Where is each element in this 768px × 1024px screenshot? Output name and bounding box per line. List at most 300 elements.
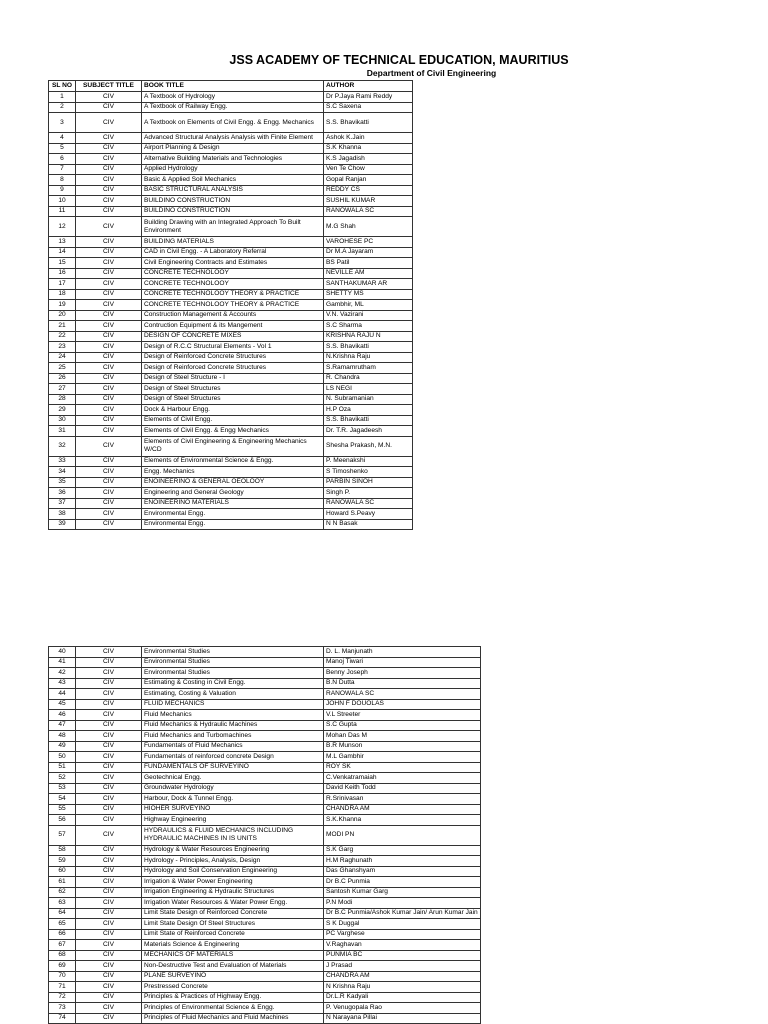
- author-cell: M.G Shah: [324, 217, 413, 237]
- subject-cell: CIV: [76, 405, 142, 416]
- table-row: [49, 143, 413, 154]
- book-title-cell: CAD in Civil Engg. - A Laboratory Referral: [142, 247, 324, 258]
- author-cell: S.K.Khanna: [324, 815, 481, 826]
- table-row: [49, 405, 413, 416]
- table-row: [49, 488, 413, 499]
- sl-no-cell: 49: [49, 741, 76, 752]
- table-row: [49, 196, 413, 207]
- book-title-cell: Civil Engineering Contracts and Estimates: [142, 258, 324, 269]
- author-cell: S.K Khanna: [324, 143, 413, 154]
- table-row: [49, 384, 413, 395]
- subject-cell: CIV: [76, 804, 142, 815]
- sl-no-cell: 48: [49, 731, 76, 742]
- book-title-cell: Basic & Applied Soil Mechanics: [142, 175, 324, 186]
- table-row: [49, 804, 481, 815]
- table-row: [49, 102, 413, 113]
- table-row: [49, 940, 481, 951]
- sl-no-cell: 62: [49, 887, 76, 898]
- subject-cell: CIV: [76, 961, 142, 972]
- subject-cell: CIV: [76, 352, 142, 363]
- subject-cell: CIV: [76, 815, 142, 826]
- table-row: [49, 783, 481, 794]
- table-row: [49, 217, 413, 237]
- author-cell: S.K Garg: [324, 845, 481, 856]
- subject-cell: CIV: [76, 657, 142, 668]
- book-title-cell: BUILDING MATERIALS: [142, 237, 324, 248]
- book-title-cell: CONCRETE TECHNOLOOY THEORY & PRACTICE: [142, 300, 324, 311]
- sl-no-cell: 63: [49, 898, 76, 909]
- table-row: [49, 699, 481, 710]
- sl-no-cell: 11: [49, 206, 76, 217]
- author-cell: KRISHNA RAJU N: [324, 331, 413, 342]
- author-cell: Das Ghanshyam: [324, 866, 481, 877]
- book-title-cell: Irrigation Water Resources & Water Power Engg.: [142, 898, 324, 909]
- table-row: [49, 1003, 481, 1014]
- table-row: [49, 92, 413, 103]
- sl-no-cell: 47: [49, 720, 76, 731]
- subject-cell: CIV: [76, 919, 142, 930]
- author-cell: Dr P.Jaya Rami Reddy: [324, 92, 413, 103]
- subject-cell: CIV: [76, 217, 142, 237]
- book-title-cell: FUNDAMENTALS OF SURVEYINO: [142, 762, 324, 773]
- book-title-cell: Estimating, Costing & Valuation: [142, 689, 324, 700]
- author-cell: SANTHAKUMAR AR: [324, 279, 413, 290]
- book-title-cell: Principles of Fluid Mechanics and Fluid Machines: [142, 1013, 324, 1024]
- sl-no-cell: 46: [49, 710, 76, 721]
- sl-no-cell: 36: [49, 488, 76, 499]
- table-row: [49, 279, 413, 290]
- book-title-cell: Principles of Environmental Science & Engg.: [142, 1003, 324, 1014]
- sl-no-cell: 21: [49, 321, 76, 332]
- sl-no-cell: 24: [49, 352, 76, 363]
- author-cell: Singh P.: [324, 488, 413, 499]
- subject-cell: CIV: [76, 971, 142, 982]
- sl-no-cell: 1: [49, 92, 76, 103]
- table-row: [49, 929, 481, 940]
- book-title-cell: Geotechnical Engg.: [142, 773, 324, 784]
- table-row: [49, 773, 481, 784]
- book-title-cell: FLUID MECHANICS: [142, 699, 324, 710]
- book-title-cell: CONCRETE TECHNOLOOY: [142, 279, 324, 290]
- book-title-cell: Fundamentals of reinforced concrete Design: [142, 752, 324, 763]
- subject-cell: CIV: [76, 477, 142, 488]
- sl-no-cell: 59: [49, 856, 76, 867]
- table-row: [49, 898, 481, 909]
- author-cell: REDDY CS: [324, 185, 413, 196]
- sl-no-cell: 57: [49, 825, 76, 845]
- author-cell: Shesha Prakash, M.N.: [324, 436, 413, 456]
- subject-cell: CIV: [76, 908, 142, 919]
- author-cell: N Krishna Raju: [324, 982, 481, 993]
- book-title-cell: Estimating & Costing in Civil Engg.: [142, 678, 324, 689]
- sl-no-cell: 18: [49, 289, 76, 300]
- table-row: [49, 961, 481, 972]
- book-title-cell: Environmental Engg.: [142, 509, 324, 520]
- subject-cell: CIV: [76, 992, 142, 1003]
- sl-no-cell: 61: [49, 877, 76, 888]
- book-title-cell: Prestressed Concrete: [142, 982, 324, 993]
- author-cell: JOHN F DOUOLAS: [324, 699, 481, 710]
- book-title-cell: Contruction Equipment & its Mangement: [142, 321, 324, 332]
- author-cell: V.L Streeter: [324, 710, 481, 721]
- sl-no-cell: 15: [49, 258, 76, 269]
- author-cell: Dr B.C Punmia/Ashok Kumar Jain/ Arun Kumar Jain: [324, 908, 481, 919]
- sl-no-cell: 56: [49, 815, 76, 826]
- author-cell: R.Srinivasan: [324, 794, 481, 805]
- subject-cell: CIV: [76, 950, 142, 961]
- author-cell: P. Venugopala Rao: [324, 1003, 481, 1014]
- author-cell: Dr. T.R. Jagadeesh: [324, 426, 413, 437]
- subject-cell: CIV: [76, 1013, 142, 1024]
- author-cell: Benny Joseph: [324, 668, 481, 679]
- subject-cell: CIV: [76, 300, 142, 311]
- sl-no-cell: 16: [49, 268, 76, 279]
- book-title-cell: PLANE SURVEYINO: [142, 971, 324, 982]
- subject-cell: CIV: [76, 415, 142, 426]
- table-row: [49, 268, 413, 279]
- subject-cell: CIV: [76, 133, 142, 144]
- author-cell: S.C Gupta: [324, 720, 481, 731]
- subject-cell: CIV: [76, 467, 142, 478]
- sl-no-cell: 44: [49, 689, 76, 700]
- author-cell: N N Basak: [324, 519, 413, 530]
- subject-cell: CIV: [76, 519, 142, 530]
- author-cell: V.Raghavan: [324, 940, 481, 951]
- author-cell: PUNMIA BC: [324, 950, 481, 961]
- book-title-cell: Fundamentals of Fluid Mechanics: [142, 741, 324, 752]
- table-row: [49, 467, 413, 478]
- author-cell: N. Subramanian: [324, 394, 413, 405]
- author-cell: S.S. Bhavikatti: [324, 415, 413, 426]
- book-title-cell: Airport Planning & Design: [142, 143, 324, 154]
- author-cell: H.M Raghunath: [324, 856, 481, 867]
- table-header-row: [49, 81, 413, 92]
- author-cell: CHANDRA AM: [324, 971, 481, 982]
- book-title-cell: Environmental Studies: [142, 657, 324, 668]
- table-row: [49, 185, 413, 196]
- book-title-cell: Fluid Mechanics and Turbomachines: [142, 731, 324, 742]
- book-title-cell: Dock & Harbour Engg.: [142, 405, 324, 416]
- table-row: [49, 678, 481, 689]
- sl-no-cell: 69: [49, 961, 76, 972]
- subject-cell: CIV: [76, 289, 142, 300]
- table-row: [49, 971, 481, 982]
- sl-no-cell: 70: [49, 971, 76, 982]
- table-row: [49, 877, 481, 888]
- author-cell: N.Krishna Raju: [324, 352, 413, 363]
- sl-no-cell: 14: [49, 247, 76, 258]
- subject-cell: CIV: [76, 509, 142, 520]
- book-title-cell: A Textbook of Railway Engg.: [142, 102, 324, 113]
- table-row: [49, 300, 413, 311]
- author-cell: P.N Modi: [324, 898, 481, 909]
- sl-no-cell: 13: [49, 237, 76, 248]
- sl-no-cell: 53: [49, 783, 76, 794]
- book-title-cell: Fluid Mechanics: [142, 710, 324, 721]
- subject-cell: CIV: [76, 113, 142, 133]
- book-title-cell: Design of Steel Structure - I: [142, 373, 324, 384]
- book-table-2: [48, 646, 481, 1024]
- sl-no-cell: 39: [49, 519, 76, 530]
- author-cell: Dr B.C Punmia: [324, 877, 481, 888]
- table-row: [49, 113, 413, 133]
- sl-no-cell: 29: [49, 405, 76, 416]
- table-row: [49, 133, 413, 144]
- table-row: [49, 689, 481, 700]
- sl-no-cell: 41: [49, 657, 76, 668]
- author-cell: C.Venkatramaiah: [324, 773, 481, 784]
- book-title-cell: BUILDINO CONSTRUCTION: [142, 206, 324, 217]
- sl-no-cell: 31: [49, 426, 76, 437]
- subject-cell: CIV: [76, 783, 142, 794]
- sl-no-cell: 32: [49, 436, 76, 456]
- book-title-cell: Limit State of Reinforced Concrete: [142, 929, 324, 940]
- sl-no-cell: 5: [49, 143, 76, 154]
- sl-no-cell: 64: [49, 908, 76, 919]
- author-cell: MODI PN: [324, 825, 481, 845]
- subject-cell: CIV: [76, 887, 142, 898]
- book-title-cell: Highway Engineering: [142, 815, 324, 826]
- sl-no-cell: 52: [49, 773, 76, 784]
- book-title-cell: Design of Reinforced Concrete Structures: [142, 363, 324, 374]
- sl-no-cell: 37: [49, 498, 76, 509]
- book-title-cell: Materials Science & Engineering: [142, 940, 324, 951]
- table-row: [49, 856, 481, 867]
- subject-cell: CIV: [76, 268, 142, 279]
- sl-no-cell: 27: [49, 384, 76, 395]
- subject-cell: CIV: [76, 196, 142, 207]
- book-title-cell: Environmental Engg.: [142, 519, 324, 530]
- table-row: [49, 206, 413, 217]
- author-cell: M.L Gambhir: [324, 752, 481, 763]
- subject-cell: CIV: [76, 856, 142, 867]
- subject-cell: CIV: [76, 247, 142, 258]
- subject-cell: CIV: [76, 877, 142, 888]
- table-row: [49, 647, 481, 658]
- table-row: [49, 982, 481, 993]
- table-row: [49, 794, 481, 805]
- table-row: [49, 436, 413, 456]
- author-cell: P. Meenakshi: [324, 456, 413, 467]
- book-title-cell: Engg. Mechanics: [142, 467, 324, 478]
- sl-no-cell: 42: [49, 668, 76, 679]
- table-row: [49, 237, 413, 248]
- table-row: [49, 519, 413, 530]
- sl-no-cell: 12: [49, 217, 76, 237]
- table-row: [49, 509, 413, 520]
- sl-no-cell: 45: [49, 699, 76, 710]
- table-row: [49, 741, 481, 752]
- table-row: [49, 175, 413, 186]
- subject-cell: CIV: [76, 143, 142, 154]
- author-cell: VAROHESE PC: [324, 237, 413, 248]
- subject-cell: CIV: [76, 845, 142, 856]
- table-row: [49, 720, 481, 731]
- author-cell: D. L. Manjunath: [324, 647, 481, 658]
- table-row: [49, 352, 413, 363]
- subject-cell: CIV: [76, 92, 142, 103]
- subject-cell: CIV: [76, 394, 142, 405]
- book-title-cell: A Textbook on Elements of Civil Engg. & Engg. Mechanics: [142, 113, 324, 133]
- book-title-cell: Limit State Design of Reinforced Concrete: [142, 908, 324, 919]
- sl-no-cell: 6: [49, 154, 76, 165]
- sl-no-cell: 7: [49, 164, 76, 175]
- subject-cell: CIV: [76, 1003, 142, 1014]
- author-cell: Howard S.Peavy: [324, 509, 413, 520]
- author-cell: Manoj Tiwari: [324, 657, 481, 668]
- subject-cell: CIV: [76, 678, 142, 689]
- table-row: [49, 657, 481, 668]
- subject-cell: CIV: [76, 731, 142, 742]
- subject-cell: CIV: [76, 668, 142, 679]
- author-cell: S.Ramamrutham: [324, 363, 413, 374]
- book-title-cell: Elements of Civil Engg.: [142, 415, 324, 426]
- sl-no-cell: 43: [49, 678, 76, 689]
- author-cell: R. Chandra: [324, 373, 413, 384]
- sl-no-cell: 54: [49, 794, 76, 805]
- table-row: [49, 752, 481, 763]
- book-title-cell: Design of Steel Structures: [142, 384, 324, 395]
- book-title-cell: Irrigation Engineering & Hydraulic Structures: [142, 887, 324, 898]
- author-cell: K.S Jagadish: [324, 154, 413, 165]
- subject-cell: CIV: [76, 154, 142, 165]
- sl-no-cell: 17: [49, 279, 76, 290]
- sl-no-cell: 2: [49, 102, 76, 113]
- book-title-cell: Environmental Studies: [142, 668, 324, 679]
- sl-no-cell: 10: [49, 196, 76, 207]
- sl-no-cell: 40: [49, 647, 76, 658]
- author-cell: Ven Te Chow: [324, 164, 413, 175]
- table-row: [49, 289, 413, 300]
- sl-no-cell: 68: [49, 950, 76, 961]
- book-title-cell: Non-Destructive Test and Evaluation of Materials: [142, 961, 324, 972]
- book-title-cell: HIOHER SURVEYINO: [142, 804, 324, 815]
- table-row: [49, 164, 413, 175]
- table-row: [49, 950, 481, 961]
- book-title-cell: Elements of Civil Engg. & Engg Mechanics: [142, 426, 324, 437]
- author-cell: ROY SK: [324, 762, 481, 773]
- sl-no-cell: 28: [49, 394, 76, 405]
- subject-cell: CIV: [76, 426, 142, 437]
- book-table-1: [48, 80, 413, 530]
- author-cell: BS Patil: [324, 258, 413, 269]
- table-row: [49, 668, 481, 679]
- author-cell: CHANDRA AM: [324, 804, 481, 815]
- subject-cell: CIV: [76, 773, 142, 784]
- book-title-cell: Design of Reinforced Concrete Structures: [142, 352, 324, 363]
- author-cell: Gopal Ranjan: [324, 175, 413, 186]
- sl-no-cell: 51: [49, 762, 76, 773]
- table-row: [49, 887, 481, 898]
- sl-no-cell: 65: [49, 919, 76, 930]
- subject-cell: CIV: [76, 488, 142, 499]
- table-row: [49, 498, 413, 509]
- book-title-cell: ENOINEERINO MATERIALS: [142, 498, 324, 509]
- sl-no-cell: 9: [49, 185, 76, 196]
- table-row: [49, 477, 413, 488]
- table-row: [49, 908, 481, 919]
- column-header-sl-no: SL NO: [49, 81, 76, 92]
- sl-no-cell: 66: [49, 929, 76, 940]
- author-cell: S.S. Bhavikatti: [324, 342, 413, 353]
- book-title-cell: ENOINEERINO & GENERAL OEOLOOY: [142, 477, 324, 488]
- book-title-cell: HYDRAULICS & FLUID MECHANICS INCLUDING HYDRAULIC MACHINES IN IS UNITS: [142, 825, 324, 845]
- book-title-cell: A Textbook of Hydrology: [142, 92, 324, 103]
- sl-no-cell: 30: [49, 415, 76, 426]
- author-cell: S.S. Bhavikatti: [324, 113, 413, 133]
- subject-cell: CIV: [76, 206, 142, 217]
- book-title-cell: Engineering and General Geology: [142, 488, 324, 499]
- department-subtitle: Department of Civil Engineering: [366, 68, 497, 78]
- table-row: [49, 373, 413, 384]
- author-cell: N Narayana Pillai: [324, 1013, 481, 1024]
- subject-cell: CIV: [76, 373, 142, 384]
- book-title-cell: CONCRETE TECHNOLOOY: [142, 268, 324, 279]
- table-row: [49, 415, 413, 426]
- sl-no-cell: 72: [49, 992, 76, 1003]
- sl-no-cell: 20: [49, 310, 76, 321]
- subject-cell: CIV: [76, 175, 142, 186]
- book-title-cell: Alternative Building Materials and Technologies: [142, 154, 324, 165]
- author-cell: B.N Dutta: [324, 678, 481, 689]
- subject-cell: CIV: [76, 825, 142, 845]
- author-cell: RANOWALA SC: [324, 498, 413, 509]
- subject-cell: CIV: [76, 363, 142, 374]
- book-title-cell: CONCRETE TECHNOLOOY THEORY & PRACTICE: [142, 289, 324, 300]
- author-cell: Dr.L.R Kadyali: [324, 992, 481, 1003]
- author-cell: J Prasad: [324, 961, 481, 972]
- subject-cell: CIV: [76, 710, 142, 721]
- author-cell: SHETTY MS: [324, 289, 413, 300]
- author-cell: Mohan Das M: [324, 731, 481, 742]
- author-cell: Dr M.A Jayaram: [324, 247, 413, 258]
- sl-no-cell: 33: [49, 456, 76, 467]
- sl-no-cell: 4: [49, 133, 76, 144]
- author-cell: B.R Munson: [324, 741, 481, 752]
- sl-no-cell: 38: [49, 509, 76, 520]
- table-row: [49, 866, 481, 877]
- author-cell: S.C Sharma: [324, 321, 413, 332]
- book-title-cell: BASIC STRUCTURAL ANALYSIS: [142, 185, 324, 196]
- sl-no-cell: 58: [49, 845, 76, 856]
- column-header-subject-title: SUBJECT TITLE: [76, 81, 142, 92]
- table-row: [49, 731, 481, 742]
- sl-no-cell: 71: [49, 982, 76, 993]
- book-title-cell: Irrigation & Water Power Engineering: [142, 877, 324, 888]
- sl-no-cell: 25: [49, 363, 76, 374]
- book-title-cell: Hydrology and Soil Conservation Engineering: [142, 866, 324, 877]
- table-row: [49, 247, 413, 258]
- author-cell: Santosh Kumar Garg: [324, 887, 481, 898]
- subject-cell: CIV: [76, 102, 142, 113]
- book-title-cell: Advanced Structural Analysis Analysis with Finite Element: [142, 133, 324, 144]
- subject-cell: CIV: [76, 794, 142, 805]
- table-row: [49, 426, 413, 437]
- author-cell: S Timoshenko: [324, 467, 413, 478]
- author-cell: SUSHIL KUMAR: [324, 196, 413, 207]
- sl-no-cell: 8: [49, 175, 76, 186]
- table-row: [49, 815, 481, 826]
- book-title-cell: Elements of Civil Engineering & Engineering Mechanics W/CD: [142, 436, 324, 456]
- table-row: [49, 321, 413, 332]
- author-cell: David Keith Todd: [324, 783, 481, 794]
- book-title-cell: Building Drawing with an Integrated Approach To Built Environment: [142, 217, 324, 237]
- book-title-cell: DESIGN OF CONCRETE MIXES: [142, 331, 324, 342]
- table-row: [49, 992, 481, 1003]
- author-cell: RANOWALA SC: [324, 689, 481, 700]
- table-row: [49, 1013, 481, 1024]
- book-title-cell: Elements of Environmental Science & Engg.: [142, 456, 324, 467]
